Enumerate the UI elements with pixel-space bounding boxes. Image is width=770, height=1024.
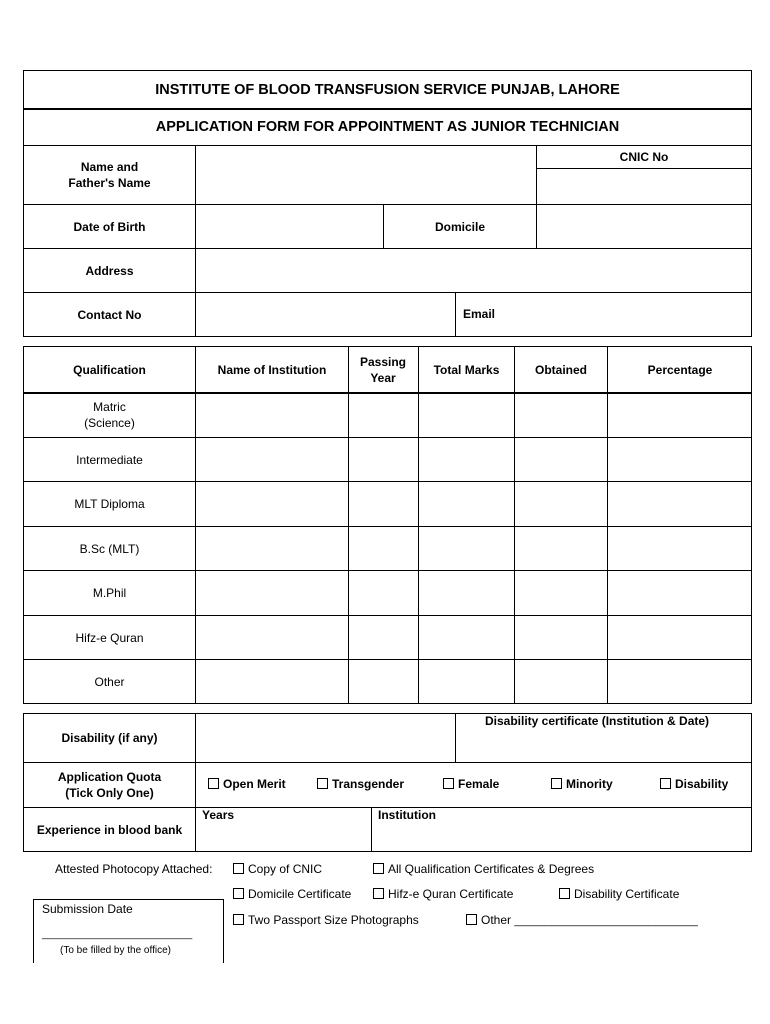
contact-label: Contact No — [77, 308, 142, 322]
address-label: Address — [85, 263, 134, 278]
form-title: APPLICATION FORM FOR APPOINTMENT AS JUNIOR TECHNICIAN — [155, 119, 620, 135]
column-divider — [514, 346, 515, 704]
row-label-mphil: M.Phil — [92, 586, 127, 600]
column-divider — [418, 346, 419, 704]
institution-label: Institution — [378, 808, 436, 822]
checkbox-icon[interactable] — [208, 778, 219, 789]
attachment-disability-label: Disability Certificate — [574, 887, 680, 901]
years-input[interactable] — [198, 825, 372, 851]
disability-input[interactable] — [198, 717, 456, 761]
row-label-matric-line2: (Science) — [84, 416, 135, 430]
domicile-label: Domicile — [434, 219, 485, 234]
header-qualification: Qualification — [73, 362, 146, 377]
column-divider — [348, 346, 349, 704]
cnic-divider — [536, 168, 752, 169]
attachment-other-label: Other — [481, 913, 512, 927]
row-label-mlt-diploma: MLT Diploma — [74, 497, 145, 511]
years-label: Years — [202, 808, 235, 822]
column-divider — [195, 346, 196, 704]
quota-minority-label: Minority — [566, 777, 613, 791]
quota-transgender-label: Transgender — [332, 777, 405, 791]
institute-title: INSTITUTE OF BLOOD TRANSFUSION SERVICE PUNJAB, LAHORE — [155, 82, 620, 98]
office-note: (To be filled by the office) — [60, 945, 171, 956]
row-label-intermediate: Intermediate — [76, 452, 143, 467]
quota-label-line2: (Tick Only One) — [65, 786, 154, 800]
name-label-line1: Name and — [80, 160, 139, 174]
domicile-input[interactable] — [540, 208, 752, 246]
disability-cert-input[interactable] — [459, 733, 752, 761]
attachment-cnic-label: Copy of CNIC — [248, 862, 323, 876]
label-column-divider — [195, 713, 196, 852]
header-obtained: Obtained — [534, 362, 587, 377]
dob-label: Date of Birth — [73, 219, 146, 234]
email-input[interactable] — [500, 296, 752, 335]
header-passing-year: Passing Year — [359, 354, 407, 385]
submission-date-label: Submission Date — [42, 902, 133, 916]
name-label-line2: Father's Name — [68, 176, 151, 190]
quota-option-open-merit[interactable] — [208, 777, 286, 791]
checkbox-icon[interactable] — [559, 888, 570, 899]
quota-option-minority[interactable] — [551, 777, 613, 791]
quota-label — [24, 763, 195, 807]
quota-option-disability[interactable] — [660, 777, 728, 791]
checkbox-icon[interactable] — [373, 863, 384, 874]
checkbox-icon[interactable] — [443, 778, 454, 789]
submission-date-line[interactable]: ___________________________ — [42, 929, 193, 940]
row-label-matric — [24, 393, 195, 437]
quota-option-transgender[interactable] — [317, 777, 404, 791]
header-institution: Name of Institution — [217, 362, 327, 377]
checkbox-icon[interactable] — [317, 778, 328, 789]
disability-label: Disability (if any) — [61, 731, 158, 745]
contact-input[interactable] — [198, 296, 456, 335]
attachment-domicile[interactable] — [233, 887, 351, 901]
checkbox-icon[interactable] — [660, 778, 671, 789]
attachment-cnic[interactable] — [233, 862, 322, 876]
row-label-other: Other — [94, 675, 125, 689]
column-divider — [607, 346, 608, 704]
header-total-marks: Total Marks — [433, 362, 500, 377]
dob-input[interactable] — [198, 208, 382, 246]
attachment-photographs[interactable] — [233, 913, 419, 927]
attachment-photographs-label: Two Passport Size Photographs — [248, 913, 419, 927]
name-input[interactable] — [198, 150, 536, 202]
cnic-label: CNIC No — [619, 150, 669, 164]
row-label-bsc-mlt: B.Sc (MLT) — [79, 541, 140, 556]
address-input[interactable] — [198, 252, 752, 290]
quota-disability-label: Disability — [675, 777, 729, 791]
attachments-label: Attested Photocopy Attached: — [55, 862, 213, 876]
checkbox-icon[interactable] — [466, 914, 477, 925]
row-label-hifz: Hifz-e Quran — [75, 630, 144, 645]
quota-label-line1: Application Quota — [57, 770, 162, 784]
attachment-other[interactable] — [466, 913, 698, 927]
checkbox-icon[interactable] — [233, 863, 244, 874]
quota-option-female[interactable] — [443, 777, 499, 791]
attachment-domicile-label: Domicile Certificate — [248, 887, 352, 901]
attachment-disability[interactable] — [559, 887, 679, 901]
attachment-other-line: ______________________________ — [514, 915, 698, 927]
attachment-hifz-label: Hifz-e Quran Certificate — [388, 887, 514, 901]
quota-open-merit-label: Open Merit — [223, 777, 286, 791]
checkbox-icon[interactable] — [373, 888, 384, 899]
name-label — [24, 146, 195, 204]
attachment-hifz[interactable] — [373, 887, 513, 901]
checkbox-icon[interactable] — [233, 914, 244, 925]
attachment-qualifications[interactable] — [373, 862, 594, 876]
experience-institution-input[interactable] — [375, 825, 752, 851]
disability-cert-label: Disability certificate (Institution & Date) — [485, 714, 710, 728]
row-label-matric-line1: Matric — [93, 400, 126, 414]
experience-label: Experience in blood bank — [36, 823, 183, 837]
attachment-qualifications-label: All Qualification Certificates & Degrees — [388, 862, 595, 876]
email-label: Email — [463, 307, 496, 321]
quota-female-label: Female — [458, 777, 500, 791]
header-percentage: Percentage — [647, 362, 713, 377]
label-column-divider — [195, 145, 196, 337]
checkbox-icon[interactable] — [233, 888, 244, 899]
checkbox-icon[interactable] — [551, 778, 562, 789]
cnic-input[interactable] — [540, 171, 752, 203]
